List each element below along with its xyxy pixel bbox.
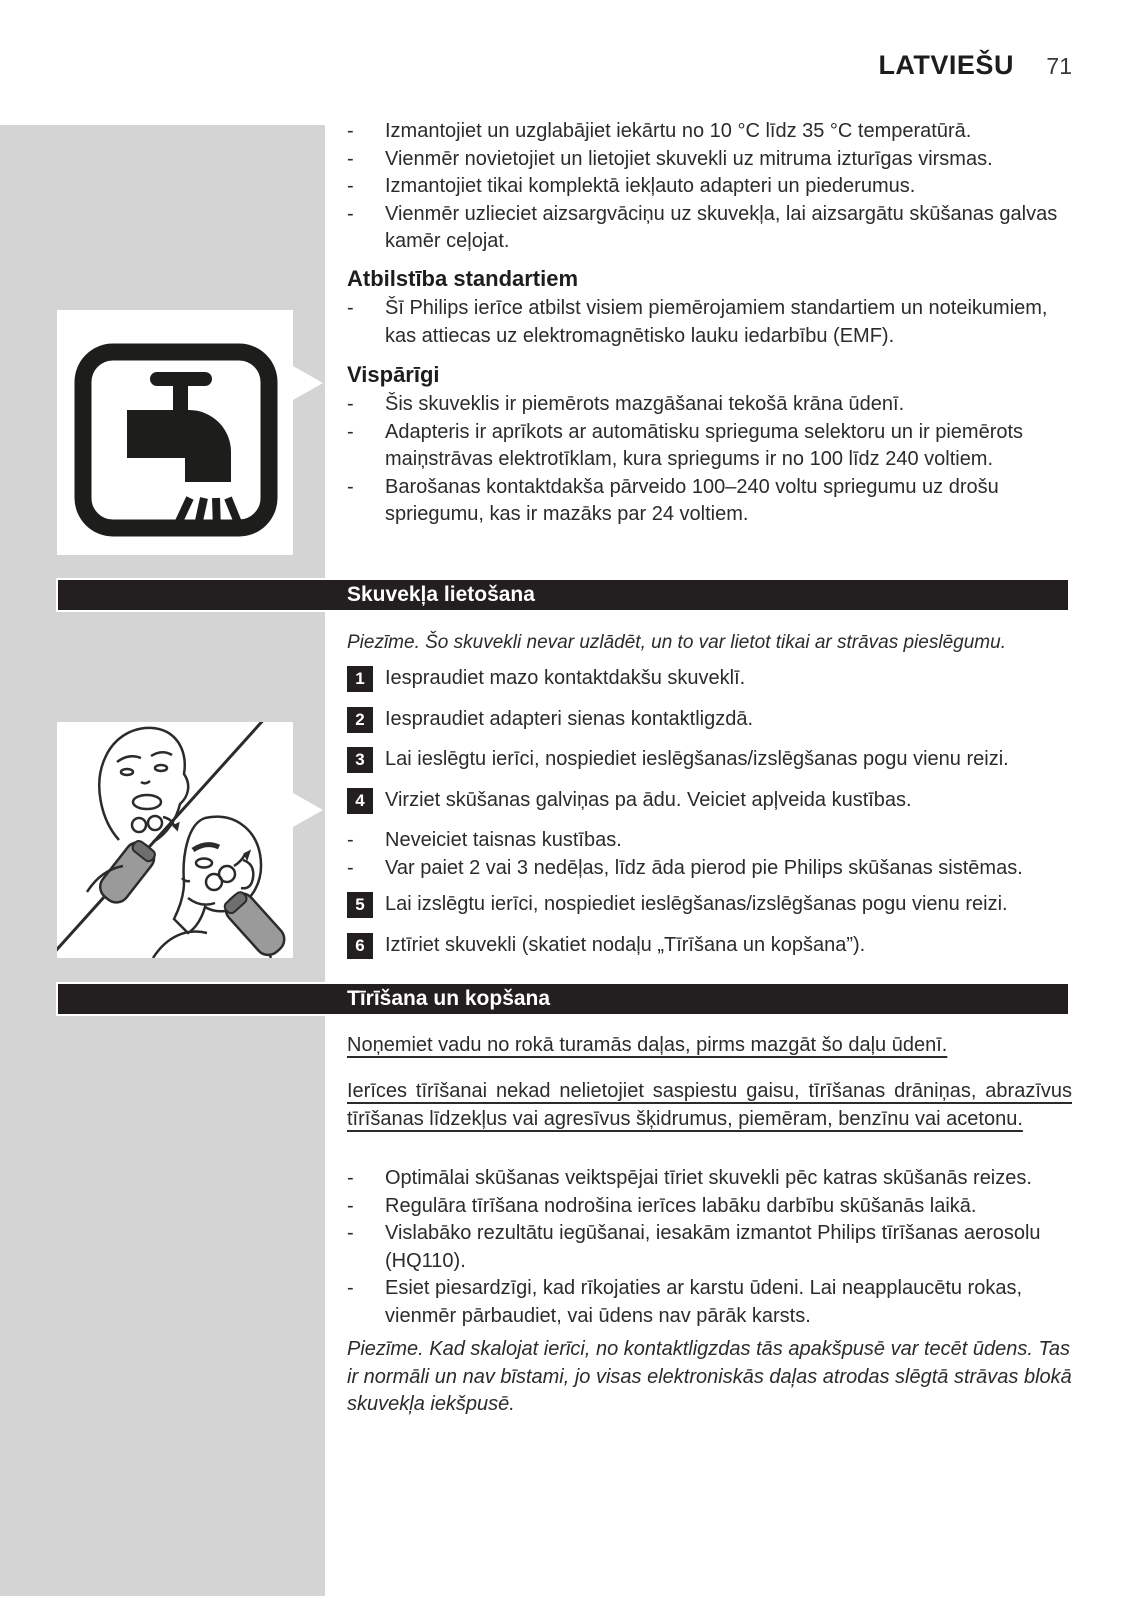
step-row: 2 Iespraudiet adapteri sienas kontaktligzdā. bbox=[347, 706, 1072, 734]
safety-list bbox=[347, 118, 1072, 256]
page-number: 71 bbox=[1046, 53, 1072, 79]
compliance-heading: Atbilstība standartiem bbox=[347, 266, 579, 291]
step-number-badge: 3 bbox=[347, 747, 373, 773]
list-item: - Var paiet 2 vai 3 nedēļas, līdz āda pierod pie Philips skūšanas sistēmas. bbox=[347, 855, 1072, 883]
step-number-badge: 2 bbox=[347, 707, 373, 733]
list-item: - Esiet piesardzīgi, kad rīkojaties ar karstu ūdeni. Lai neapplaucētu rokas, vienmēr pārbaudiet, vai ūdens nav pārāk karsts. bbox=[347, 1275, 1072, 1330]
list-item: - Regulāra tīrīšana nodrošina ierīces labāku darbību skūšanās laikā. bbox=[347, 1193, 1072, 1221]
list-item: - Vienmēr uzlieciet aizsargvāciņu uz skuvekļa, lai aizsargātu skūšanas galvas kamēr ceļojat. bbox=[347, 201, 1072, 256]
usage-steps bbox=[347, 665, 1072, 972]
callout-pointer bbox=[293, 366, 323, 400]
step-number-badge: 4 bbox=[347, 788, 373, 814]
list-item: - Šī Philips ierīce atbilst visiem piemērojamiem standartiem un noteikumiem, kas attiecas uz elektromagnētisko lauku iedarbību (EMF). bbox=[347, 295, 1072, 350]
list-item: - Izmantojiet un uzglabājiet iekārtu no 10 °C līdz 35 °C temperatūrā. bbox=[347, 118, 1072, 146]
cleaning-section-bar bbox=[56, 982, 1070, 1016]
list-item: - Šis skuveklis ir piemērots mazgāšanai tekošā krāna ūdenī. bbox=[347, 391, 1072, 419]
list-item: - Optimālai skūšanas veiktspējai tīriet skuvekli pēc katras skūšanās reizes. bbox=[347, 1165, 1072, 1193]
cleaning-warning-1: Noņemiet vadu no rokā turamās daļas, pirms mazgāt šo daļu ūdenī. bbox=[347, 1034, 948, 1056]
cleaning-section-title: Tīrīšana un kopšana bbox=[347, 987, 551, 1010]
list-item: - Neveiciet taisnas kustības. bbox=[347, 827, 1072, 855]
list-item: - Izmantojiet tikai komplektā iekļauto adapteri un piederumus. bbox=[347, 173, 1072, 201]
cleaning-warning-2: Ierīces tīrīšanai nekad nelietojiet saspiestu gaisu, tīrīšanas drāniņas, abrazīvus tīrīšanas līdzekļus vai agresīvus šķidrumus, piemēram, benzīnu vai acetonu. bbox=[347, 1080, 1072, 1130]
cleaning-note: Piezīme. Kad skalojat ierīci, no kontaktligzdas tās apakšpusē var tecēt ūdens. Tas ir normāli un nav bīstami, jo visas elektroniskās daļas atrodas slēgtā strāvas blokā skuvekļa iekšpusē. bbox=[347, 1338, 1072, 1415]
list-item: - Vislabāko rezultātu iegūšanai, iesakām izmantot Philips tīrīšanas aerosolu (HQ110). bbox=[347, 1220, 1072, 1275]
list-item: - Vienmēr novietojiet un lietojiet skuvekli uz mitruma izturīgas virsmas. bbox=[347, 146, 1072, 174]
step-number-badge: 5 bbox=[347, 892, 373, 918]
usage-section-bar bbox=[56, 578, 1070, 612]
list-item: - Barošanas kontaktdakša pārveido 100–240 voltu spriegumu uz drošu spriegumu, kas ir mazāks par 24 voltiem. bbox=[347, 474, 1072, 529]
general-list bbox=[347, 391, 1072, 529]
page-header bbox=[0, 50, 1072, 81]
language-title: LATVIEŠU bbox=[878, 50, 1014, 80]
shaving-illustration-box bbox=[57, 722, 293, 958]
step-number-badge: 6 bbox=[347, 933, 373, 959]
step-row: 6 Iztīriet skuvekli (skatiet nodaļu „Tīrīšana un kopšana”). bbox=[347, 932, 1072, 960]
callout-pointer bbox=[293, 793, 323, 827]
step-row: 1 Iespraudiet mazo kontaktdakšu skuveklī. bbox=[347, 665, 1072, 693]
step4-sublist bbox=[347, 827, 1072, 882]
usage-note: Piezīme. Šo skuvekli nevar uzlādēt, un to var lietot tikai ar strāvas pieslēgumu. bbox=[347, 632, 1006, 653]
circular-shaving-motion-illustration bbox=[57, 722, 293, 958]
step-number-badge: 1 bbox=[347, 666, 373, 692]
cleaning-list bbox=[347, 1165, 1072, 1330]
list-item: - Adapteris ir aprīkots ar automātisku sprieguma selektoru un ir piemērots maiņstrāvas elektrotīklam, kura spriegums ir no 100 līdz 240 voltiem. bbox=[347, 419, 1072, 474]
usage-section-title: Skuvekļa lietošana bbox=[347, 583, 535, 606]
washable-under-tap-icon bbox=[57, 310, 293, 555]
compliance-list bbox=[347, 295, 1072, 350]
general-heading: Vispārīgi bbox=[347, 362, 440, 387]
step-row: 3 Lai ieslēgtu ierīci, nospiediet ieslēgšanas/izslēgšanas pogu vienu reizi. bbox=[347, 746, 1072, 774]
step-row: 5 Lai izslēgtu ierīci, nospiediet ieslēgšanas/izslēgšanas pogu vienu reizi. bbox=[347, 891, 1072, 919]
step-row: 4 Virziet skūšanas galviņas pa ādu. Veiciet apļveida kustības. bbox=[347, 787, 1072, 815]
washable-icon-box bbox=[57, 310, 293, 555]
